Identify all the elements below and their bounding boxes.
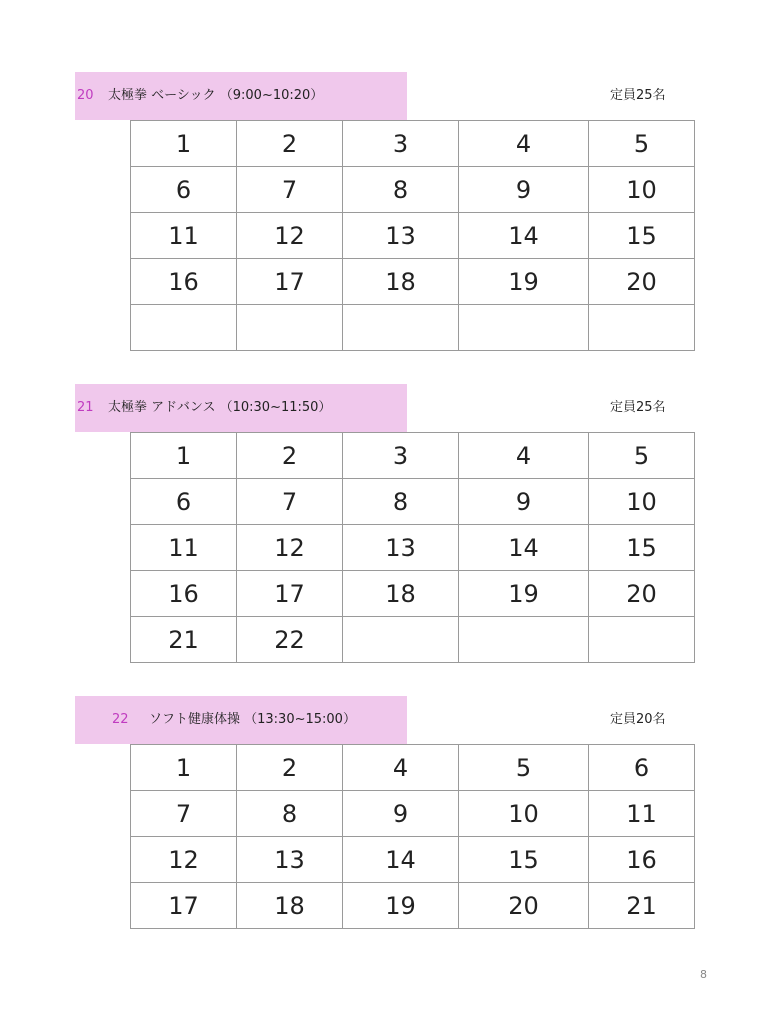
table-cell: 1 [131,745,237,791]
table-cell: 18 [237,883,343,929]
table-cell: 15 [589,213,695,259]
table-cell: 1 [131,121,237,167]
table-cell: 16 [589,837,695,883]
table-cell: 19 [343,883,459,929]
table-cell: 21 [131,617,237,663]
page-number: 8 [700,968,707,981]
table-cell: 2 [237,745,343,791]
table-cell: 4 [343,745,459,791]
table-cell: 15 [459,837,589,883]
table-cell: 2 [237,121,343,167]
table-cell: 18 [343,571,459,617]
table-cell: 3 [343,433,459,479]
table-cell: 9 [459,479,589,525]
table-cell: 10 [459,791,589,837]
table-cell: 8 [343,479,459,525]
table-cell [343,305,459,351]
table-cell: 6 [131,167,237,213]
table-cell: 13 [237,837,343,883]
table-cell: 12 [131,837,237,883]
seat-number-table [130,432,695,663]
table-row [131,121,695,167]
table-row [131,883,695,929]
table-cell: 5 [589,433,695,479]
table-cell [459,305,589,351]
table-cell: 14 [459,213,589,259]
table-cell: 10 [589,479,695,525]
table-cell: 22 [237,617,343,663]
table-cell: 1 [131,433,237,479]
table-cell: 9 [459,167,589,213]
capacity-label: 定員20名 [610,712,666,727]
table-cell: 5 [589,121,695,167]
table-cell: 11 [131,525,237,571]
table-row [131,571,695,617]
class-number: 21 [77,400,94,415]
table-cell: 17 [237,259,343,305]
table-row [131,745,695,791]
capacity-label: 定員25名 [610,88,666,103]
table-row [131,167,695,213]
class-number: 20 [77,88,94,103]
table-cell: 14 [459,525,589,571]
class-header-bar [75,696,407,744]
table-row [131,305,695,351]
table-cell: 7 [131,791,237,837]
table-cell: 6 [589,745,695,791]
table-cell: 4 [459,433,589,479]
table-cell [343,617,459,663]
table-cell: 2 [237,433,343,479]
table-cell [131,305,237,351]
table-row [131,433,695,479]
table-cell: 13 [343,213,459,259]
seat-number-table [130,120,695,351]
table-cell: 3 [343,121,459,167]
table-cell: 14 [343,837,459,883]
table-row [131,791,695,837]
class-header-bar [75,72,407,120]
table-cell: 10 [589,167,695,213]
table-cell: 7 [237,167,343,213]
table-cell: 12 [237,525,343,571]
table-cell: 8 [343,167,459,213]
table-row [131,837,695,883]
table-row [131,213,695,259]
class-number: 22 [112,712,129,727]
table-cell: 4 [459,121,589,167]
table-cell: 11 [131,213,237,259]
table-cell: 16 [131,571,237,617]
class-title: 太極拳 アドバンス （10:30~11:50） [108,400,332,415]
table-cell: 17 [237,571,343,617]
table-cell: 16 [131,259,237,305]
table-cell: 18 [343,259,459,305]
table-cell: 13 [343,525,459,571]
table-cell [589,305,695,351]
table-cell: 9 [343,791,459,837]
class-title: ソフト健康体操 （13:30~15:00） [149,712,356,727]
table-row [131,525,695,571]
seat-number-table [130,744,695,929]
table-row [131,617,695,663]
class-header-bar [75,384,407,432]
table-cell: 7 [237,479,343,525]
table-cell [237,305,343,351]
table-cell: 20 [589,571,695,617]
table-cell: 21 [589,883,695,929]
table-cell: 6 [131,479,237,525]
table-cell: 20 [589,259,695,305]
table-row [131,479,695,525]
table-cell: 8 [237,791,343,837]
table-cell: 15 [589,525,695,571]
class-title: 太極拳 ベーシック （9:00~10:20） [108,88,324,103]
table-cell: 5 [459,745,589,791]
capacity-label: 定員25名 [610,400,666,415]
table-cell: 17 [131,883,237,929]
table-cell: 19 [459,571,589,617]
table-cell: 20 [459,883,589,929]
table-cell: 11 [589,791,695,837]
table-row [131,259,695,305]
table-cell [459,617,589,663]
table-cell: 19 [459,259,589,305]
table-cell: 12 [237,213,343,259]
table-cell [589,617,695,663]
